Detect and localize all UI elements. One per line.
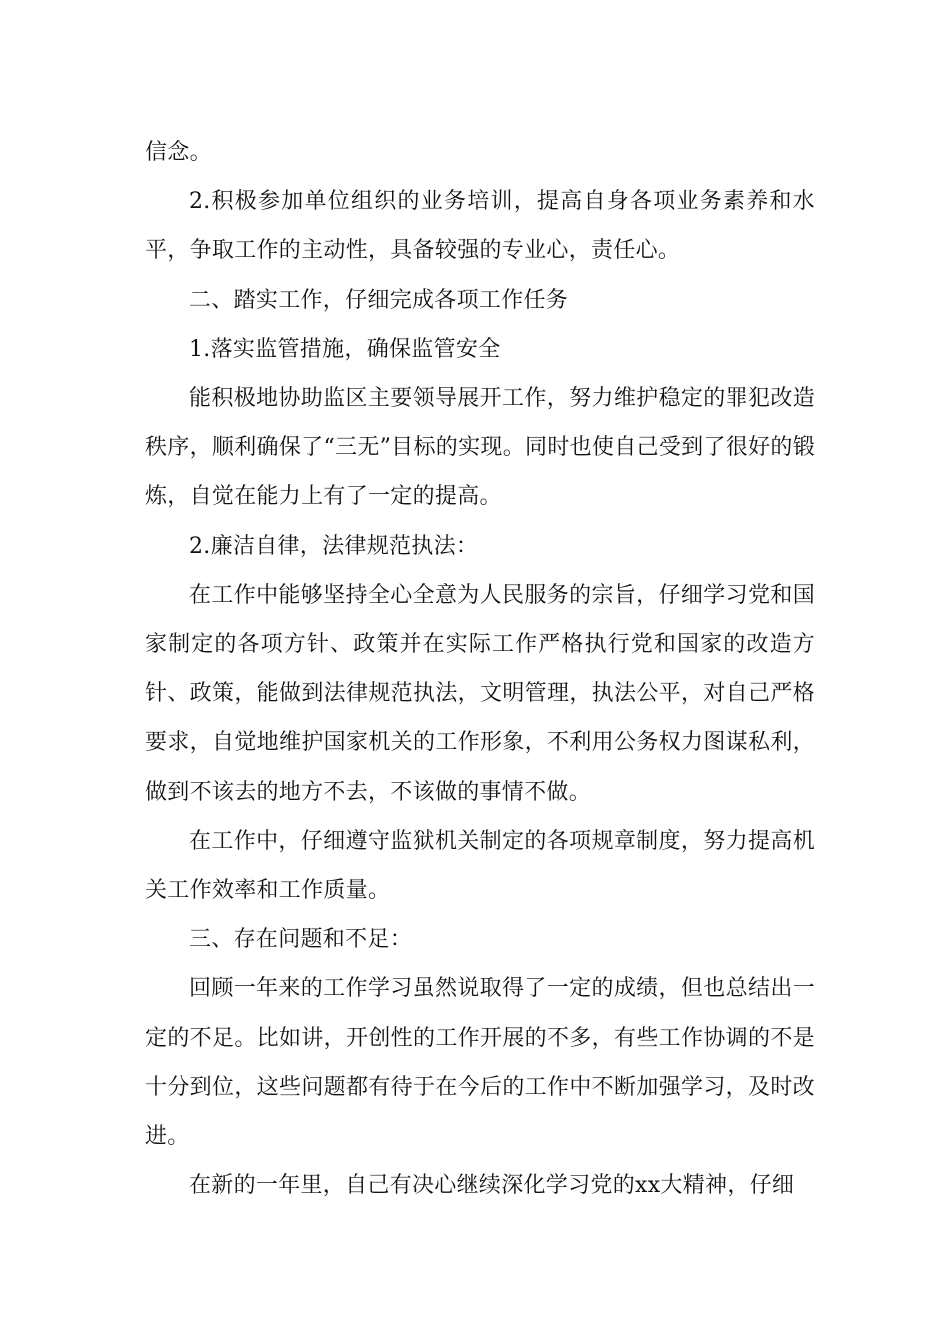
section-heading-work: 二、踏实工作，仔细完成各项工作任务 <box>189 287 569 313</box>
document-body <box>145 128 815 1210</box>
paragraph-training: 2.积极参加单位组织的业务培训，提高自身各项业务素养和水平，争取工作的主动性，具备较强的专业心，责任心。 <box>145 189 815 264</box>
paragraph-new-year: 在新的一年里，自己有决心继续深化学习党的xx大精神，仔细 <box>189 1173 795 1199</box>
paragraph-integrity: 在工作中能够坚持全心全意为人民服务的宗旨，仔细学习党和国家制定的各项方针、政策并在实际工作严格执行党和国家的改造方针、政策，能做到法律规范执法，文明管理，执法公平，对自己严格要求，自觉地维护国家机关的工作形象，不利用公务权力图谋私利，做到不该去的地方不去，不该做的事情不做。 <box>145 582 815 805</box>
subheading-integrity: 2.廉洁自律，法律规范执法： <box>189 533 479 559</box>
paragraph-regulations: 在工作中，仔细遵守监狱机关制定的各项规章制度，努力提高机关工作效率和工作质量。 <box>145 828 815 904</box>
section-heading-problems: 三、存在问题和不足： <box>189 927 413 953</box>
paragraph-supervision: 能积极地协助监区主要领导展开工作，努力维护稳定的罪犯改造秩序，顺利确保了“三无”目标的实现。同时也使自己受到了很好的锻炼，自觉在能力上有了一定的提高。 <box>145 386 815 510</box>
subheading-supervision: 1.落实监管措施，确保监管安全 <box>189 336 501 362</box>
paragraph-continuation: 信念。 <box>145 140 212 165</box>
paragraph-review: 回顾一年来的工作学习虽然说取得了一定的成绩，但也总结出一定的不足。比如讲，开创性的工作开展的不多，有些工作协调的不是十分到位，这些问题都有待于在今后的工作中不断加强学习，及时改进。 <box>145 976 815 1150</box>
